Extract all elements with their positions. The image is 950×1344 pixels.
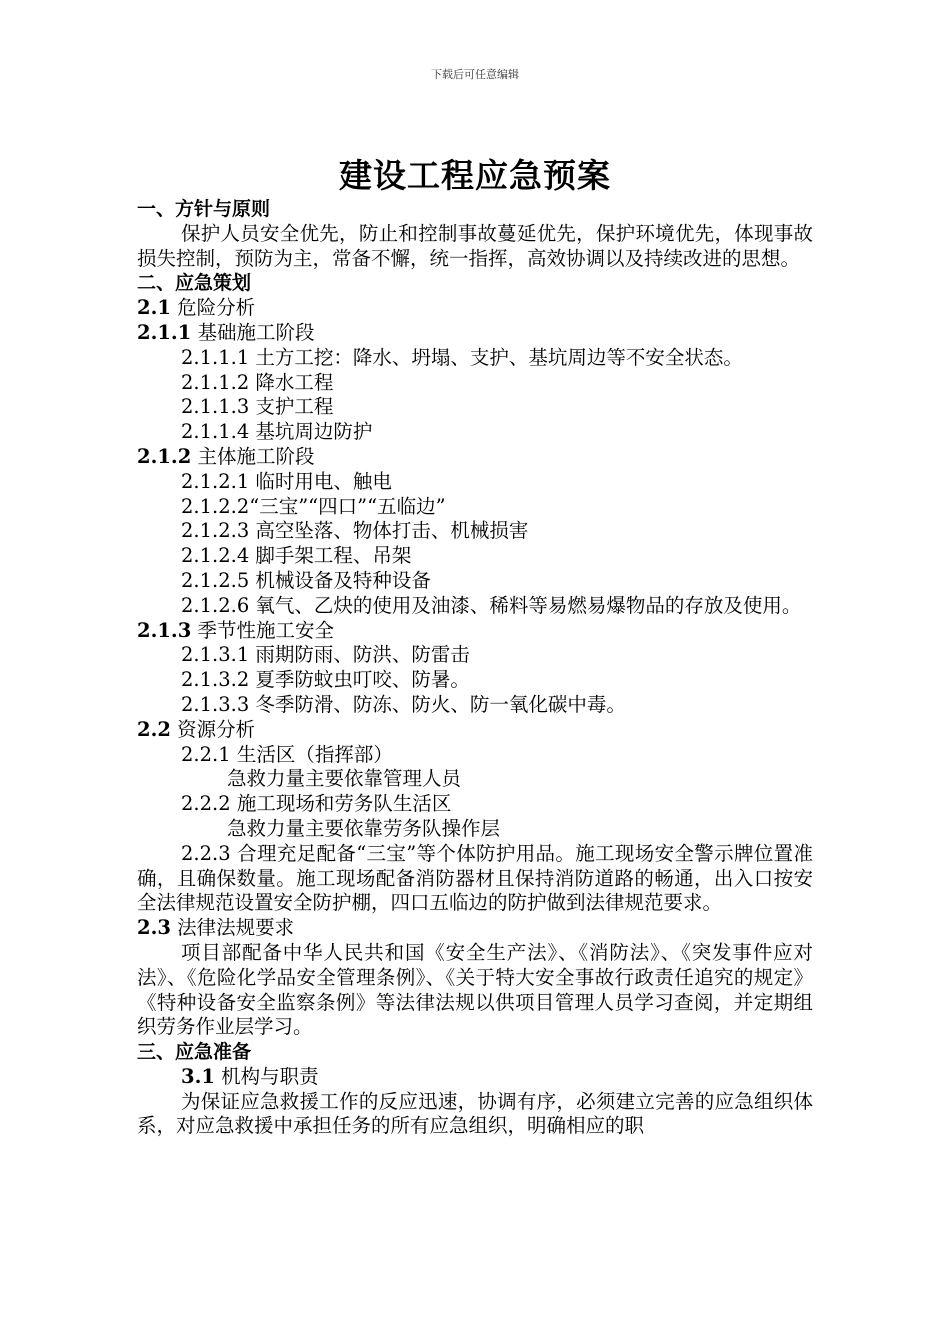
section-number: 2.1.2 — [137, 444, 192, 468]
subsection-heading — [137, 296, 813, 321]
paragraph: 保护人员安全优先，防止和控制事故蔓延优先，保护环境优先，体现事故损失控制，预防为主，常备不懈，统一指挥，高效协调以及持续改进的思想。 — [137, 221, 813, 270]
subsection-title: 资源分析 — [170, 717, 256, 741]
section-number: 2.1 — [137, 296, 171, 320]
subsection-title: 季节性施工安全 — [191, 618, 334, 642]
subsection-heading — [137, 619, 813, 644]
list-item: 2.1.2.5 机械设备及特种设备 — [181, 568, 431, 592]
subsection-title: 法律法规要求 — [170, 916, 295, 940]
section-heading: 三、应急准备 — [137, 1041, 252, 1064]
list-item: 2.2.2 施工现场和劳务队生活区 — [181, 792, 452, 816]
subsection-title: 基础施工阶段 — [191, 320, 315, 344]
subsection-title: 机构与职责 — [214, 1064, 319, 1088]
section-number: 2.3 — [137, 916, 171, 940]
subsection-title: 危险分析 — [170, 296, 256, 320]
list-item: 2.1.1.1 土方工挖：降水、坍塌、支护、基坑周边等不安全状态。 — [181, 345, 743, 369]
section-number: 3.1 — [181, 1064, 215, 1088]
list-item: 2.1.2.4 脚手架工程、吊架 — [181, 544, 412, 568]
list-item: 2.1.3.2 夏季防蚊虫叮咬、防暑。 — [181, 668, 470, 692]
list-item: 2.1.2.2“三宝”“四口”“五临边” — [181, 494, 446, 518]
subsection-heading — [137, 445, 813, 470]
list-item: 2.1.3.3 冬季防滑、防冻、防火、防一氧化碳中毒。 — [181, 692, 626, 716]
list-item: 2.1.2.3 高空坠落、物体打击、机械损害 — [181, 519, 529, 543]
paragraph: 2.1.2.6 氧气、乙炔的使用及油漆、稀料等易燃易爆物品的存放及使用。 — [181, 593, 802, 617]
document-title: 建设工程应急预案 — [339, 156, 611, 195]
list-item: 2.1.3.1 雨期防雨、防洪、防雷击 — [181, 643, 470, 667]
list-subitem: 急救力量主要依靠管理人员 — [227, 767, 462, 791]
subsection-heading — [137, 916, 813, 941]
list-item: 2.1.1.3 支护工程 — [181, 395, 334, 419]
subsection-heading — [137, 1065, 813, 1090]
section-heading: 一、方针与原则 — [137, 198, 271, 220]
subsection-heading — [137, 718, 813, 743]
list-item: 2.1.2.1 临时用电、触电 — [181, 469, 392, 493]
section-number: 2.1.1 — [137, 320, 192, 344]
paragraph: 2.2.3 合理充足配备“三宝”等个体防护用品。施工现场安全警示牌位置准确，且确保数量。施工现场配备消防器材且保持消防道路的畅通，出入口按安全法律规范设置安全防护棚，四口五临边的防护做到法律规范要求。 — [137, 841, 813, 915]
section-heading: 二、应急策划 — [137, 272, 252, 295]
subsection-heading — [137, 321, 813, 346]
paragraph: 项目部配备中华人民共和国《安全生产法》、《消防法》、《突发事件应对法》、《危险化学品安全管理条例》、《关于特大安全事故行政责任追究的规定》《特种设备安全监察条例》等法律法规以供项目管理人员学习查阅，并定期组织劳务作业层学习。 — [137, 940, 813, 1039]
page-header: 下载后可任意编辑 — [431, 68, 519, 81]
list-item: 2.1.1.4 基坑周边防护 — [181, 420, 373, 444]
section-number: 2.1.3 — [137, 618, 192, 642]
list-item: 2.2.1 生活区（指挥部） — [181, 742, 393, 766]
list-subitem: 急救力量主要依靠劳务队操作层 — [227, 816, 501, 840]
list-item: 2.1.1.2 降水工程 — [181, 370, 334, 394]
document-body — [137, 197, 813, 1139]
section-number: 2.2 — [137, 717, 171, 741]
subsection-title: 主体施工阶段 — [191, 444, 315, 468]
paragraph: 为保证应急救援工作的反应迅速，协调有序，必须建立完善的应急组织体系，对应急救援中承担任务的所有应急组织，明确相应的职 — [137, 1089, 813, 1138]
